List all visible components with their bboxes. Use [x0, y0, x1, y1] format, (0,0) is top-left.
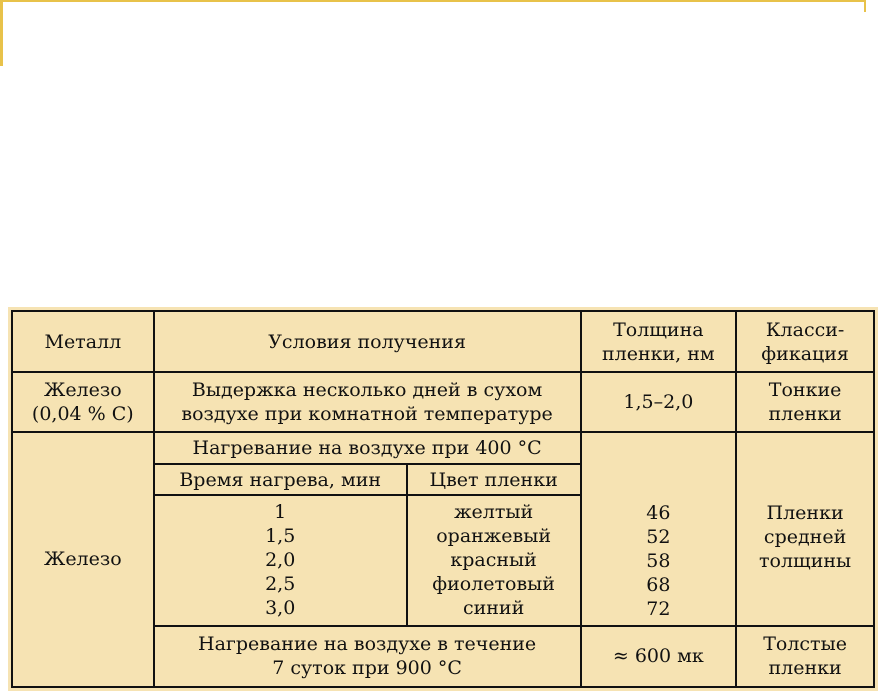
row2-color-5: синий	[462, 597, 525, 620]
row2-class-line1: Пленки	[766, 501, 844, 524]
header-classification	[736, 311, 874, 372]
row2-time-4: 2,5	[265, 573, 296, 596]
row1-metal-line1: Железо	[43, 378, 122, 401]
oxide-film-table	[11, 310, 875, 688]
row3-class-line1: Толстые	[763, 633, 847, 656]
row1-classification	[736, 372, 874, 431]
row1-cond-line2: воздухе при комнатной температуре	[181, 402, 553, 425]
row3-classification	[736, 626, 874, 687]
row2-class-line3: толщины	[759, 549, 852, 572]
row2-color-2: оранжевый	[436, 525, 552, 548]
row2-colors	[407, 495, 581, 626]
row2-thicknesses	[581, 432, 737, 626]
table-row	[12, 432, 874, 465]
row3-thickness: ≈ 600 мк	[581, 626, 737, 687]
row2-subheader-color: Цвет пленки	[407, 464, 581, 495]
row2-thickness-5: 72	[646, 597, 671, 620]
row1-metal-line2: (0,04 % С)	[31, 402, 134, 425]
row2-color-4: фиолетовый	[432, 573, 555, 596]
row2-thickness-1: 46	[646, 501, 671, 524]
row2-classification	[736, 432, 874, 626]
row1-metal	[12, 372, 154, 431]
row2-metal: Железо	[12, 432, 154, 687]
row2-subheader-time: Время нагрева, мин	[154, 464, 407, 495]
header-class-line1: Класси-	[765, 318, 845, 341]
row2-thickness-4: 68	[646, 573, 671, 596]
row3-conditions	[154, 626, 581, 687]
row1-class-line2: пленки	[768, 402, 842, 425]
row2-thickness-3: 58	[646, 549, 671, 572]
row2-heading: Нагревание на воздухе при 400 °С	[154, 432, 581, 465]
row3-class-line2: пленки	[768, 657, 842, 680]
table-header-row	[12, 311, 874, 372]
row3-cond-line1: Нагревание на воздухе в течение	[198, 633, 537, 656]
decorative-frame-left	[0, 0, 6, 66]
row1-conditions	[154, 372, 581, 431]
header-thickness-line2: пленки, нм	[601, 342, 715, 365]
row2-time-2: 1,5	[265, 525, 296, 548]
row2-thickness-2: 52	[646, 525, 671, 548]
row2-time-1: 1	[274, 501, 287, 524]
row2-color-3: красный	[450, 549, 537, 572]
row2-times	[154, 495, 407, 626]
row1-cond-line1: Выдержка несколько дней в сухом	[191, 378, 543, 401]
row2-time-5: 3,0	[265, 597, 296, 620]
row2-class-line2: средней	[763, 525, 847, 548]
row2-color-1: желтый	[454, 501, 534, 524]
row1-thickness: 1,5–2,0	[581, 372, 737, 431]
row2-time-3: 2,0	[265, 549, 296, 572]
table-container	[8, 307, 878, 691]
header-thickness	[581, 311, 737, 372]
header-metal: Металл	[12, 311, 154, 372]
table-row	[12, 372, 874, 431]
header-conditions: Условия получения	[154, 311, 581, 372]
header-thickness-line1: Толщина	[613, 318, 704, 341]
row3-cond-line2: 7 суток при 900 °С	[272, 657, 462, 680]
row1-class-line1: Тонкие	[768, 378, 842, 401]
header-class-line2: фикация	[761, 342, 849, 365]
decorative-frame-top	[0, 0, 866, 12]
